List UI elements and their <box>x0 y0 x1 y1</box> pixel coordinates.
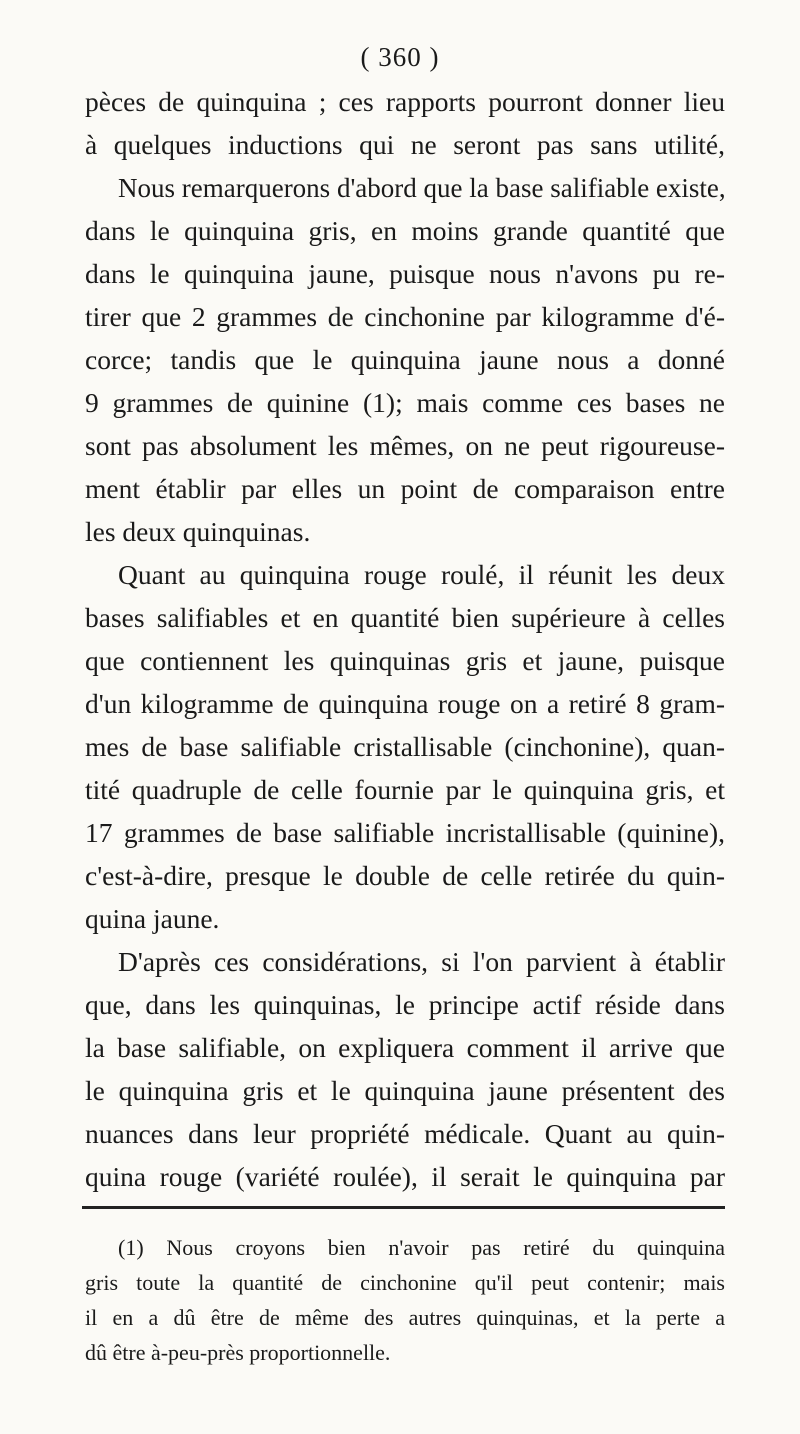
footnote-divider <box>82 1206 725 1209</box>
text-line: que contiennent les quinquinas gris et jaune, puisque <box>85 645 725 676</box>
text-line: Nous remarquerons d'abord que la base salifiable existe, <box>118 173 726 203</box>
text-line: mes de base salifiable cristallisable (cinchonine), quan- <box>85 731 725 762</box>
text-line: 17 grammes de base salifiable incristallisable (quinine), <box>85 817 725 848</box>
footnote-line: gris toute la quantité de cinchonine qu'il peut contenir; mais <box>85 1270 725 1295</box>
page-number: ( 360 ) <box>360 42 440 72</box>
footnote-line: (1) Nous croyons bien n'avoir pas retiré du quinquina <box>118 1235 725 1260</box>
text-line: d'un kilogramme de quinquina rouge on a retiré 8 gram- <box>85 688 725 719</box>
text-line: c'est-à-dire, presque le double de celle retirée du quin- <box>85 860 725 891</box>
text-line: Quant au quinquina rouge roulé, il réunit les deux <box>118 559 725 590</box>
text-line: les deux quinquinas. <box>85 516 311 547</box>
text-line: que, dans les quinquinas, le principe actif réside dans <box>85 989 725 1020</box>
text-line: tité quadruple de celle fournie par le quinquina gris, et <box>85 774 725 805</box>
text-line: quina jaune. <box>85 903 220 934</box>
text-line: dans le quinquina jaune, puisque nous n'avons pu re- <box>85 258 725 289</box>
text-line: D'après ces considérations, si l'on parvient à établir <box>118 946 725 977</box>
text-line: pèces de quinquina ; ces rapports pourront donner lieu <box>85 86 725 117</box>
text-line: dans le quinquina gris, en moins grande quantité que <box>85 215 725 246</box>
text-line: le quinquina gris et le quinquina jaune présentent des <box>85 1075 725 1106</box>
text-line: la base salifiable, on expliquera comment il arrive que <box>85 1032 725 1063</box>
text-line: sont pas absolument les mêmes, on ne peut rigoureuse- <box>85 430 725 461</box>
text-line: à quelques inductions qui ne seront pas sans utilité, <box>85 129 725 160</box>
footnote-line: il en a dû être de même des autres quinquinas, et la perte a <box>85 1305 725 1330</box>
text-line: 9 grammes de quinine (1); mais comme ces bases ne <box>85 387 725 418</box>
footnote-line: dû être à-peu-près proportionnelle. <box>85 1340 391 1365</box>
text-line: bases salifiables et en quantité bien supérieure à celles <box>85 602 725 633</box>
text-line: quina rouge (variété roulée), il serait le quinquina par <box>85 1161 725 1192</box>
text-line: corce; tandis que le quinquina jaune nous a donné <box>85 344 725 375</box>
text-line: nuances dans leur propriété médicale. Quant au quin- <box>85 1118 725 1149</box>
text-line: tirer que 2 grammes de cinchonine par kilogramme d'é- <box>85 301 725 332</box>
text-line: ment établir par elles un point de comparaison entre <box>85 473 725 504</box>
